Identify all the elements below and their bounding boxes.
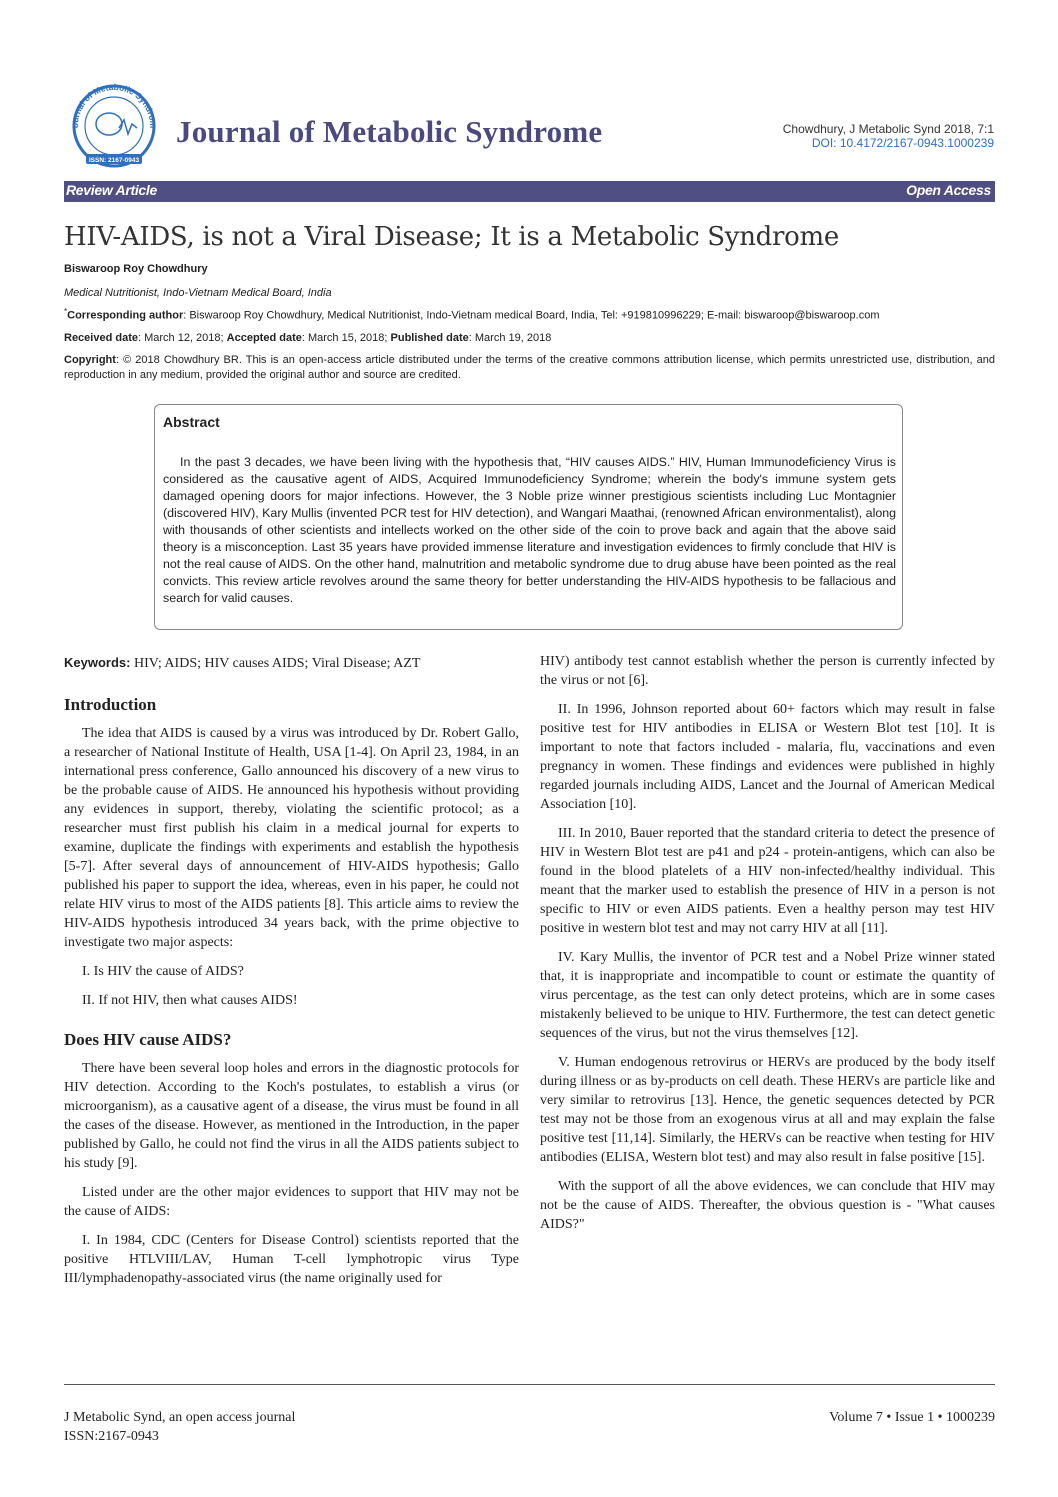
question-item: I. Is HIV the cause of AIDS? <box>82 964 244 979</box>
journal-logo <box>64 78 164 168</box>
published-date: : March 19, 2018 <box>468 332 552 344</box>
body-paragraph: III. In 2010, Bauer reported that the standard criteria to detect the presence of HIV in Western Blot test are p41 and p24 - protein-antigens, which can also be found in the blood platelets of a HIV non-infected/healthy individual. This meant that the marker used to establish the presence of HIV in a person is not specific to HIV or even AIDS patients. Even a healthy person may test HIV positive in western blot test and may not carry HIV at all [11]. <box>540 826 995 936</box>
body-paragraph: Listed under are the other major evidences to support that HIV may not be the cause of AIDS: <box>64 1185 519 1219</box>
citation-text: Chowdhury, J Metabolic Synd 2018, 7:1 <box>782 122 994 136</box>
author-affiliation: Medical Nutritionist, Indo-Vietnam Medical Board, India <box>64 287 332 299</box>
doi-link[interactable]: DOI: 10.4172/2167-0943.1000239 <box>811 136 994 150</box>
footer-issn: ISSN:2167-0943 <box>64 1429 159 1444</box>
corresponding-label: Corresponding author <box>67 309 184 322</box>
body-paragraph: I. In 1984, CDC (Centers for Disease Control) scientists reported that the positive HTLVIII/LAV, Human T-cell lymphotropic virus Type III/lymphadenopathy-associated virus (the name originally used for <box>64 1233 519 1286</box>
open-access-label: Open Access <box>906 182 991 198</box>
svg-text:ISSN: 2167-0943: ISSN: 2167-0943 <box>88 157 140 164</box>
copyright-text: : © 2018 Chowdhury BR. This is an open-access article distributed under the terms of the creative commons attribution license, which permits unrestricted use, distribution, and reproduction in any medium, provided the original author and source are credited. <box>64 354 995 381</box>
introduction-heading: Introduction <box>64 695 157 714</box>
corresponding-author <box>64 307 880 322</box>
received-label: Received date <box>64 332 138 344</box>
section-heading-does-hiv-cause-aids: Does HIV cause AIDS? <box>64 1030 232 1049</box>
abstract-box <box>154 404 903 630</box>
body-paragraph: II. In 1996, Johnson reported about 60+ factors which may result in false positive test for HIV antibodies in ELISA or Western Blot test [10]. It is important to note that factors included - malaria, flu, vaccinations and even pregnancy in women. These findings and evidences were published in highly regarded journals including AIDS, Lancet and the Journal of American Medical Association [10]. <box>540 702 995 812</box>
received-date: : March 12, 2018; <box>137 332 227 344</box>
body-paragraph: IV. Kary Mullis, the inventor of PCR test and a Nobel Prize winner stated that, it is inappropriate and incompatible to count or estimate the quantity of virus percentage, as the test can only detect proteins, which are in some cases mistakenly believed to be unique to HIV. Furthermore, the test can detect genetic sequences of the virus, but not the virus themselves [12]. <box>540 950 995 1041</box>
copyright-notice <box>64 353 995 383</box>
right-column <box>540 652 995 1244</box>
introduction-paragraph: The idea that AIDS is caused by a virus was introduced by Dr. Robert Gallo, a researcher of National Institute of Health, USA [1-4]. On April 23, 1984, in an international press conference, Gallo announced his discovery of a new virus to be the probable cause of AIDS. He announced his hypothesis without providing any evidences in support, thereby, violating the scientific protocol; as a researcher must first publish his claim in a medical journal for experts to examine, duplicate the findings with experiments and establish the hypothesis [5-7]. After several days of announcement of HIV-AIDS hypothesis; Gallo published his paper to support the idea, whereas, even in his paper, he could not relate HIV virus to most of the AIDS patients [8]. This article aims to review the HIV-AIDS hypothesis introduced 34 years back, with the prime objective to investigate two major aspects: <box>64 726 519 950</box>
corresponding-text: : Biswaroop Roy Chowdhury, Medical Nutritionist, Indo-Vietnam medical Board, India, Tel: +919810996229; E-mail: biswaroop@biswaroop.com <box>183 309 880 322</box>
abstract-text: In the past 3 decades, we have been living with the hypothesis that, “HIV causes AIDS.” HIV, Human Immunodeficiency Virus is considered as the causative agent of AIDS, Acquired Immunodeficiency Syndrome; wherein the body's immune system gets damaged opening doors for major infections. However, the 3 Noble prize winner prestigious scientists including Luc Montagnier (discovered HIV), Kary Mullis (invented PCR test for HIV detection), and Wangari Maathai, (renowned African environmentalist), along with thousands of other scientists and intellects worked on the other side of the coin to prove back and again that the above said theory is a misconception. Last 35 years have provided immense literature and investigation evidences to firmly conclude that HIV is not the real cause of AIDS. On the other hand, malnutrition and metabolic syndrome due to drug abuse have been pointed as the real convicts. This review article revolves around the same theory for better understanding the HIV-AIDS hypothesis to be fallacious and search for valid causes. <box>163 455 896 605</box>
question-item: II. If not HIV, then what causes AIDS! <box>82 993 298 1008</box>
corresponding-marker: * <box>64 307 68 316</box>
published-label: Published date <box>390 332 469 344</box>
article-dates <box>64 332 551 344</box>
footer-divider <box>64 1384 995 1385</box>
citation-block <box>783 122 994 150</box>
author-name: Biswaroop Roy Chowdhury <box>64 263 208 275</box>
accepted-date: : March 15, 2018; <box>301 332 391 344</box>
body-paragraph: V. Human endogenous retrovirus or HERVs are produced by the body itself during illness or as by-products on cell death. These HERVs are particle like and very similar to retrovirus [13]. Hence, the genetic sequences detected by PCR test may not be those from an exogenous virus at all and may explain the false positive test [11,14]. Similarly, the HERVs can be reactive when testing for HIV antibodies (ELISA, Western blot test) and may also result in false positive [15]. <box>540 1055 995 1165</box>
keywords-list: HIV; AIDS; HIV causes AIDS; Viral Disease; AZT <box>130 656 421 671</box>
copyright-label: Copyright <box>64 354 116 366</box>
article-title: HIV-AIDS, is not a Viral Disease; It is a Metabolic Syndrome <box>64 222 839 252</box>
accepted-label: Accepted date <box>226 332 302 344</box>
footer-journal: J Metabolic Synd, an open access journal <box>64 1410 296 1425</box>
article-type-label: Review Article <box>66 182 157 198</box>
body-paragraph: HIV) antibody test cannot establish whether the person is currently infected by the virus or not [6]. <box>540 654 995 688</box>
keywords <box>64 653 519 673</box>
article-type-bar <box>64 181 995 202</box>
body-paragraph: There have been several loop holes and errors in the diagnostic protocols for HIV detection. According to the Koch's postulates, to establish a virus (or microorganism), as a causative agent of a disease, the virus must be found in all the cases of the disease. However, as mentioned in the Introduction, in the paper published by Gallo, he could not find the virus in all the AIDS patients subject to his study [9]. <box>64 1061 519 1171</box>
footer-left <box>64 1408 295 1446</box>
keywords-label: Keywords: <box>64 655 131 670</box>
journal-title: Journal of Metabolic Syndrome <box>176 114 603 149</box>
abstract-heading: Abstract <box>163 414 220 430</box>
body-paragraph: With the support of all the above evidences, we can conclude that HIV may not be the cause of AIDS. Thereafter, the obvious question is - "What causes AIDS?" <box>540 1179 995 1232</box>
left-column <box>64 653 519 1298</box>
svg-text:Journal of Metabolic Syndrome: ournal of Metabolic Syndrom <box>69 81 159 129</box>
footer-volume: Volume 7 • Issue 1 • 1000239 <box>829 1410 995 1425</box>
